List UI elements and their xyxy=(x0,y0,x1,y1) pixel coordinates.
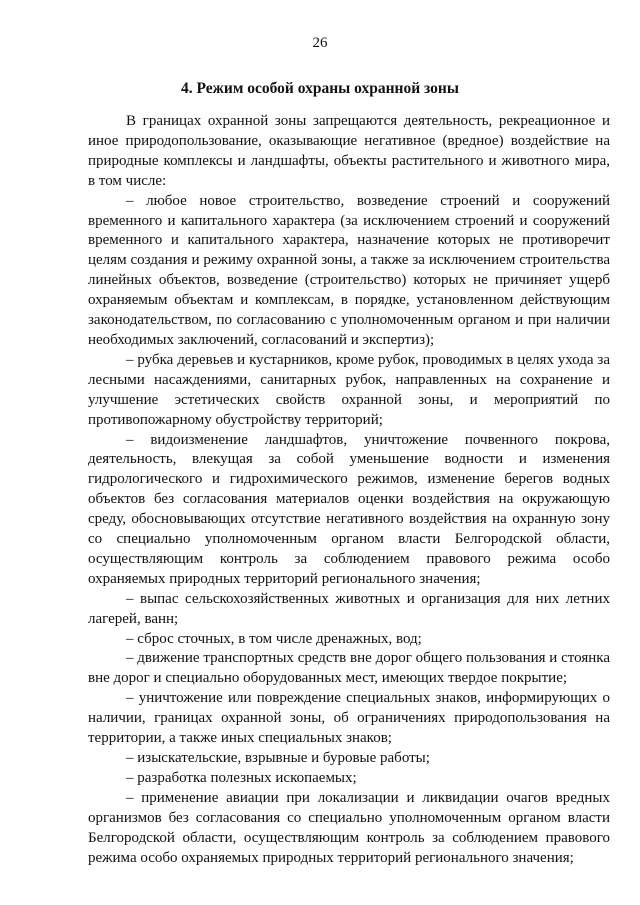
section-title: 4. Режим особой охраны охранной зоны xyxy=(181,80,459,97)
restriction-item-grazing: – выпас сельскохозяйственных животных и организация для них летних лагерей, ванн; xyxy=(88,590,610,627)
restriction-item-tree-cutting: – рубка деревьев и кустарников, кроме рубок, проводимых в целях ухода за лесными насаждениями, санитарных рубок, направленных на сохранение и улучшение эстетических свойств охранной зоны, и мероприятий по противопожарному обустройству территорий; xyxy=(88,351,610,428)
restriction-item-vehicles: – движение транспортных средств вне дорог общего пользования и стоянка вне дорог и специально оборудованных мест, имеющих твердое покрытие; xyxy=(88,650,610,687)
restriction-item-landscape-change: – видоизменение ландшафтов, уничтожение почвенного покрова, деятельность, влекущая за собой уменьшение водности и изменения гидрологического и гидрохимического режимов, изменение берегов водных объектов без согласования материалов оценки воздействия на окружающую среду, обосновывающих отсутствие негативного воздействия на охранную зону со специально уполномоченным органом власти Белгородской области, осуществляющим контроль за соблюдением правового режима особо охраняемых природных территорий регионального значения; xyxy=(88,431,610,587)
restriction-item-signs: – уничтожение или повреждение специальных знаков, информирующих о наличии, границах охранной зоны, об ограничениях природопользования на территории, а также иных специальных знаков; xyxy=(88,690,610,747)
restriction-item-survey-works: – изыскательские, взрывные и буровые работы; xyxy=(126,750,430,766)
restriction-item-construction: – любое новое строительство, возведение строений и сооружений временного и капитального характера (за исключением строений и сооружений временного и капитального характера, назначение которых не противоречит целям создания и режиму охранной зоны, а также за исключением строительства линейных объектов, возведение (строительство) которых не причиняет ущерб охраняемым объектам и комплексам, в порядке, установленном действующим законодательством, по согласованию с уполномоченным органом и при наличии необходимых заключений, согласований и экспертиз); xyxy=(88,192,610,348)
restriction-item-wastewater: – сброс сточных, в том числе дренажных, вод; xyxy=(126,630,422,647)
restriction-item-aviation: – применение авиации при локализации и ликвидации очагов вредных организмов без согласования со специально уполномоченным органом власти Белгородской области, осуществляющим контроль за соблюдением правового режима особо охраняемых природных территорий регионального значения; xyxy=(88,789,610,866)
intro-paragraph: В границах охранной зоны запрещаются деятельность, рекреационное и иное природопользование, оказывающие негативное (вредное) воздействие на природные комплексы и ландшафты, объекты растительного и животного мира, в том числе: xyxy=(88,113,610,189)
document-body xyxy=(88,112,610,868)
page-number: 26 xyxy=(312,35,328,51)
restriction-item-mining: – разработка полезных ископаемых; xyxy=(126,769,357,786)
